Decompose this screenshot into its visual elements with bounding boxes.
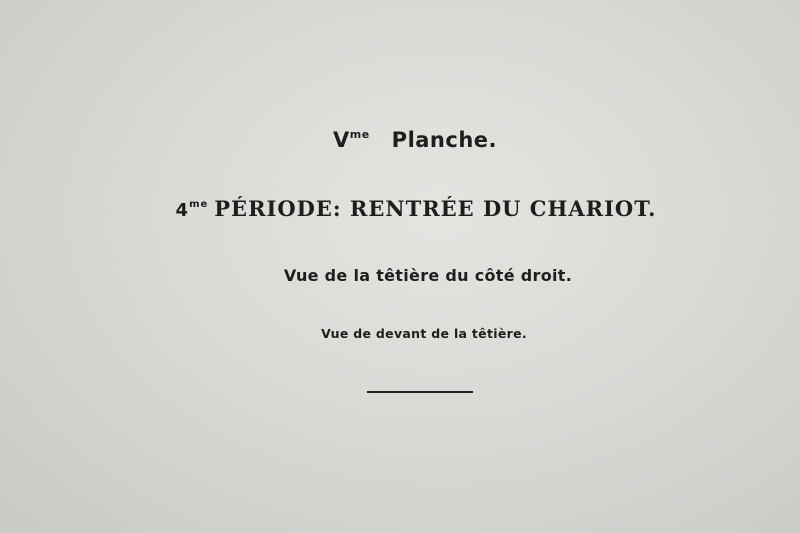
horizontal-rule xyxy=(367,391,473,393)
plate-numeral: V xyxy=(332,128,350,152)
plate-title: Planche. xyxy=(391,128,498,152)
period-number: 4 xyxy=(175,200,190,221)
period-heading xyxy=(0,196,800,221)
view-caption-right-side: Vue de la têtière du côté droit. xyxy=(283,266,573,285)
period-title: PÉRIODE: RENTRÉE DU CHARIOT. xyxy=(214,196,657,221)
plate-heading xyxy=(0,128,800,152)
period-superscript: me xyxy=(189,199,209,210)
plate-superscript: me xyxy=(349,128,370,141)
view-caption-front: Vue de devant de la têtière. xyxy=(321,326,527,341)
